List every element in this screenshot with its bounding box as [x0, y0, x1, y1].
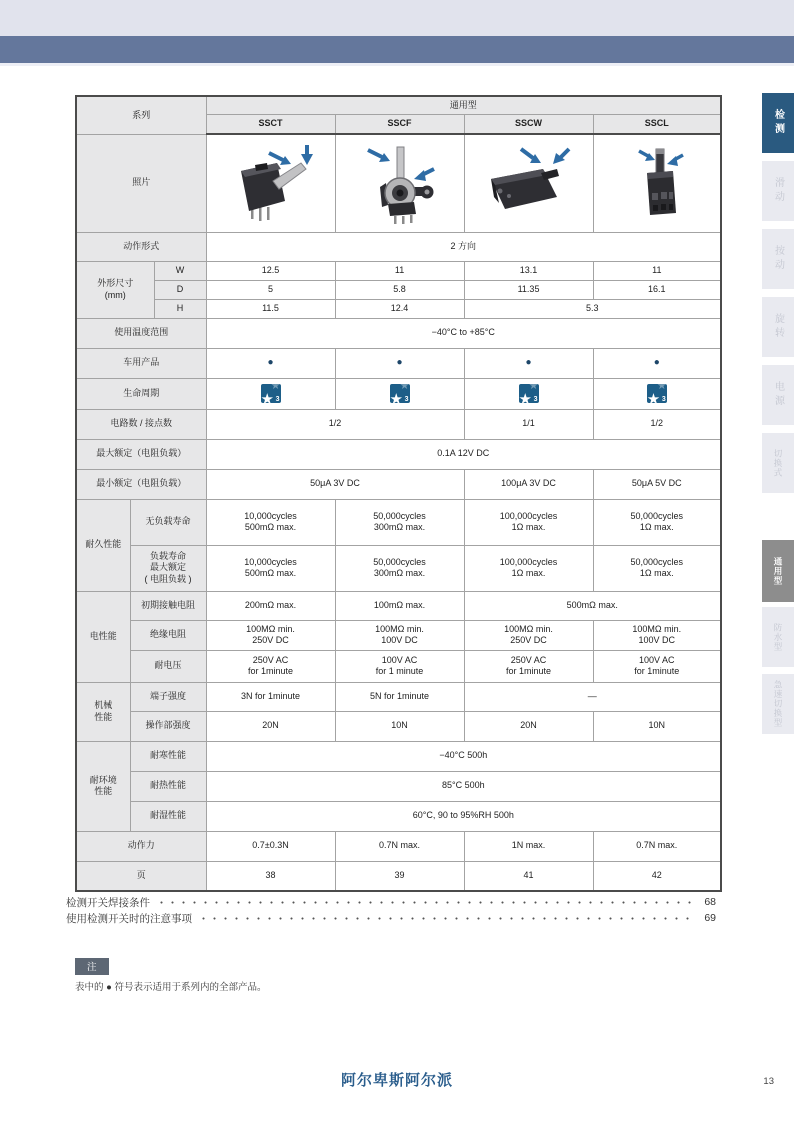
life-cycle-sscw [464, 378, 593, 409]
load-life-sscw: 100,000cycles 1Ω max. [464, 545, 593, 591]
dim-w-ssct: 12.5 [206, 261, 335, 280]
actuator-strength-label: 操作部强度 [130, 711, 206, 741]
link-usage-precautions[interactable] [66, 910, 716, 926]
action-type-label: 动作形式 [76, 232, 206, 261]
star-icon: ★ [528, 380, 539, 392]
withstand-sscl: 100V AC for 1minute [593, 650, 721, 682]
force-sscf: 0.7N max. [335, 831, 464, 861]
actuator-ssct: 20N [206, 711, 335, 741]
contact-resistance-sscf: 100mΩ max. [335, 591, 464, 620]
column-header-sscw: SSCW [464, 114, 593, 134]
sscf-product-photo [340, 141, 460, 225]
dim-w-label: W [154, 261, 206, 280]
insulation-sscf: 100MΩ min. 100V DC [335, 620, 464, 650]
automotive-sscw [464, 348, 593, 378]
star-icon: ★ [646, 391, 661, 408]
life-cycle-sscf [335, 378, 464, 409]
ssct-photo-cell [206, 134, 335, 232]
life-cycle-sscl [593, 378, 721, 409]
top-blue-band [0, 36, 794, 63]
actuator-sscl: 10N [593, 711, 721, 741]
temp-range-label: 使用温度范围 [76, 318, 206, 348]
sscw-product-photo [469, 141, 589, 225]
brand-logo-text: 阿尔卑斯阿尔派 [340, 1072, 453, 1089]
min-rating-sscw: 100μA 3V DC [464, 469, 593, 499]
force-ssct: 0.7±0.3N [206, 831, 335, 861]
actuator-sscf: 10N [335, 711, 464, 741]
insulation-sscl: 100MΩ min. 100V DC [593, 620, 721, 650]
sidebar-tab-push[interactable]: 按动 [762, 229, 794, 289]
life-cycle-star-badge: ★ ★ 3 [260, 380, 281, 408]
page-sscf[interactable]: 39 [335, 861, 464, 891]
dim-d-ssct: 5 [206, 280, 335, 299]
contact-resistance-label: 初期接触电阻 [130, 591, 206, 620]
no-load-life-label: 无负载寿命 [130, 499, 206, 545]
page-row-label: 页 [76, 861, 206, 891]
life-cycle-star-badge: ★ ★ 3 [518, 380, 539, 408]
link-label[interactable]: 使用检测开关时的注意事项 [66, 912, 192, 925]
link-label[interactable]: 检测开关焊接条件 [66, 896, 150, 909]
automotive-dot: ● [525, 356, 532, 368]
insulation-label: 绝缘电阻 [130, 620, 206, 650]
contact-resistance-sscw-sscl: 500mΩ max. [464, 591, 721, 620]
ssct-product-photo [211, 141, 331, 225]
sidebar-tab-detection[interactable]: 检测 [762, 93, 794, 153]
insulation-ssct: 100MΩ min. 250V DC [206, 620, 335, 650]
star-icon: ★ [260, 391, 274, 408]
sidebar-tab-quick-switch[interactable]: 急速切换型 [762, 674, 794, 734]
withstand-voltage-label: 耐电压 [130, 650, 206, 682]
insulation-sscw: 100MΩ min. 250V DC [464, 620, 593, 650]
circuits-sscl: 1/2 [593, 409, 721, 439]
life-cycle-star-badge: ★ ★ 3 [646, 380, 667, 408]
spec-table [75, 95, 722, 892]
dim-h-label: H [154, 299, 206, 318]
star-icon: ★ [518, 391, 532, 408]
reference-links [66, 894, 716, 926]
sidebar-tab-general[interactable]: 通用型 [762, 540, 794, 602]
note-section [75, 957, 267, 993]
dim-w-sscl: 11 [593, 261, 721, 280]
withstand-sscw: 250V AC for 1minute [464, 650, 593, 682]
no-load-sscl: 50,000cycles 1Ω max. [593, 499, 721, 545]
terminal-sscf: 5N for 1minute [335, 682, 464, 711]
min-rating-sscl: 50μA 5V DC [593, 469, 721, 499]
group-header-cell: 通用型 [206, 96, 721, 114]
humidity-resistance-value: 60°C, 90 to 95%RH 500h [206, 801, 721, 831]
min-rating-label: 最小额定（电阻负载） [76, 469, 206, 499]
dim-d-label: D [154, 280, 206, 299]
withstand-sscf: 100V AC for 1 minute [335, 650, 464, 682]
terminal-strength-label: 端子强度 [130, 682, 206, 711]
actuator-sscw: 20N [464, 711, 593, 741]
load-life-ssct: 10,000cycles 500mΩ max. [206, 545, 335, 591]
sidebar-tab-toggle[interactable]: 切换式 [762, 433, 794, 493]
link-page-number[interactable]: 69 [704, 912, 716, 924]
automotive-dot: ● [653, 356, 660, 368]
sidebar-tab-rotary[interactable]: 旋转 [762, 297, 794, 357]
max-rating-label: 最大额定（电阻负载） [76, 439, 206, 469]
automotive-sscf [335, 348, 464, 378]
no-load-sscf: 50,000cycles 300mΩ max. [335, 499, 464, 545]
page-number: 13 [763, 1076, 774, 1087]
series-label: 系列 [76, 96, 206, 134]
load-life-sscl: 50,000cycles 1Ω max. [593, 545, 721, 591]
environment-group-label: 耐环境 性能 [76, 741, 130, 831]
dimensions-label: 外形尺寸 (mm) [76, 261, 154, 318]
max-rating-value: 0.1A 12V DC [206, 439, 721, 469]
note-badge: 注 [75, 958, 109, 975]
sscw-photo-cell [464, 134, 593, 232]
mechanical-group-label: 机械 性能 [76, 682, 130, 741]
circuits-ssct-sscf: 1/2 [206, 409, 464, 439]
dim-h-sscw-sscl: 5.3 [464, 299, 721, 318]
force-sscl: 0.7N max. [593, 831, 721, 861]
sscf-photo-cell [335, 134, 464, 232]
page-sscl[interactable]: 42 [593, 861, 721, 891]
automotive-ssct [206, 348, 335, 378]
automotive-sscl [593, 348, 721, 378]
dim-d-sscw: 11.35 [464, 280, 593, 299]
page-sscw[interactable]: 41 [464, 861, 593, 891]
operating-force-label: 动作力 [76, 831, 206, 861]
page-ssct[interactable]: 38 [206, 861, 335, 891]
spec-table-container [75, 95, 722, 892]
durability-group-label: 耐久性能 [76, 499, 130, 591]
star-icon: ★ [399, 380, 410, 392]
note-text: 表中的 ● 符号表示适用于系列内的全部产品。 [75, 982, 267, 993]
link-soldering-conditions[interactable] [66, 894, 716, 910]
dim-d-sscf: 5.8 [335, 280, 464, 299]
action-type-value: 2 方向 [206, 232, 721, 261]
top-thin-band [0, 63, 794, 66]
dim-h-ssct: 11.5 [206, 299, 335, 318]
sscl-product-photo [597, 141, 717, 225]
no-load-ssct: 10,000cycles 500mΩ max. [206, 499, 335, 545]
min-rating-ssct-sscf: 50μA 3V DC [206, 469, 464, 499]
automotive-dot: ● [396, 356, 403, 368]
dim-h-sscf: 12.4 [335, 299, 464, 318]
star-icon: ★ [389, 391, 403, 408]
no-load-sscw: 100,000cycles 1Ω max. [464, 499, 593, 545]
column-header-sscl: SSCL [593, 114, 721, 134]
sidebar-tab-slide[interactable]: 滑动 [762, 161, 794, 221]
sscl-photo-cell [593, 134, 721, 232]
cold-resistance-label: 耐寒性能 [130, 741, 206, 771]
sidebar-tab-waterproof[interactable]: 防水型 [762, 607, 794, 667]
contact-resistance-ssct: 200mΩ max. [206, 591, 335, 620]
dot-leader [198, 916, 692, 921]
withstand-ssct: 250V AC for 1minute [206, 650, 335, 682]
link-page-number[interactable]: 68 [704, 896, 716, 908]
electrical-group-label: 电性能 [76, 591, 130, 682]
star-icon: ★ [270, 380, 281, 392]
dot-leader [156, 900, 692, 905]
dim-w-sscf: 11 [335, 261, 464, 280]
star-icon: ★ [656, 380, 667, 392]
heat-resistance-label: 耐热性能 [130, 771, 206, 801]
column-header-sscf: SSCF [335, 114, 464, 134]
life-cycle-star-badge: ★ ★ 3 [389, 380, 410, 408]
humidity-resistance-label: 耐湿性能 [130, 801, 206, 831]
sidebar-tab-power[interactable]: 电源 [762, 365, 794, 425]
circuits-label: 电路数 / 接点数 [76, 409, 206, 439]
load-life-sscf: 50,000cycles 300mΩ max. [335, 545, 464, 591]
automotive-dot: ● [267, 356, 274, 368]
life-cycle-label: 生命周期 [76, 378, 206, 409]
circuits-sscw: 1/1 [464, 409, 593, 439]
column-header-ssct: SSCT [206, 114, 335, 134]
dim-d-sscl: 16.1 [593, 280, 721, 299]
force-sscw: 1N max. [464, 831, 593, 861]
heat-resistance-value: 85°C 500h [206, 771, 721, 801]
automotive-label: 车用产品 [76, 348, 206, 378]
load-life-label: 负载寿命 最大额定 ( 电阻负载 ) [130, 545, 206, 591]
dim-w-sscw: 13.1 [464, 261, 593, 280]
temp-range-value: −40°C to +85°C [206, 318, 721, 348]
cold-resistance-value: −40°C 500h [206, 741, 721, 771]
terminal-sscw-sscl: — [464, 682, 721, 711]
top-light-band [0, 0, 794, 36]
photo-row-label: 照片 [76, 134, 206, 232]
terminal-ssct: 3N for 1minute [206, 682, 335, 711]
life-cycle-ssct [206, 378, 335, 409]
